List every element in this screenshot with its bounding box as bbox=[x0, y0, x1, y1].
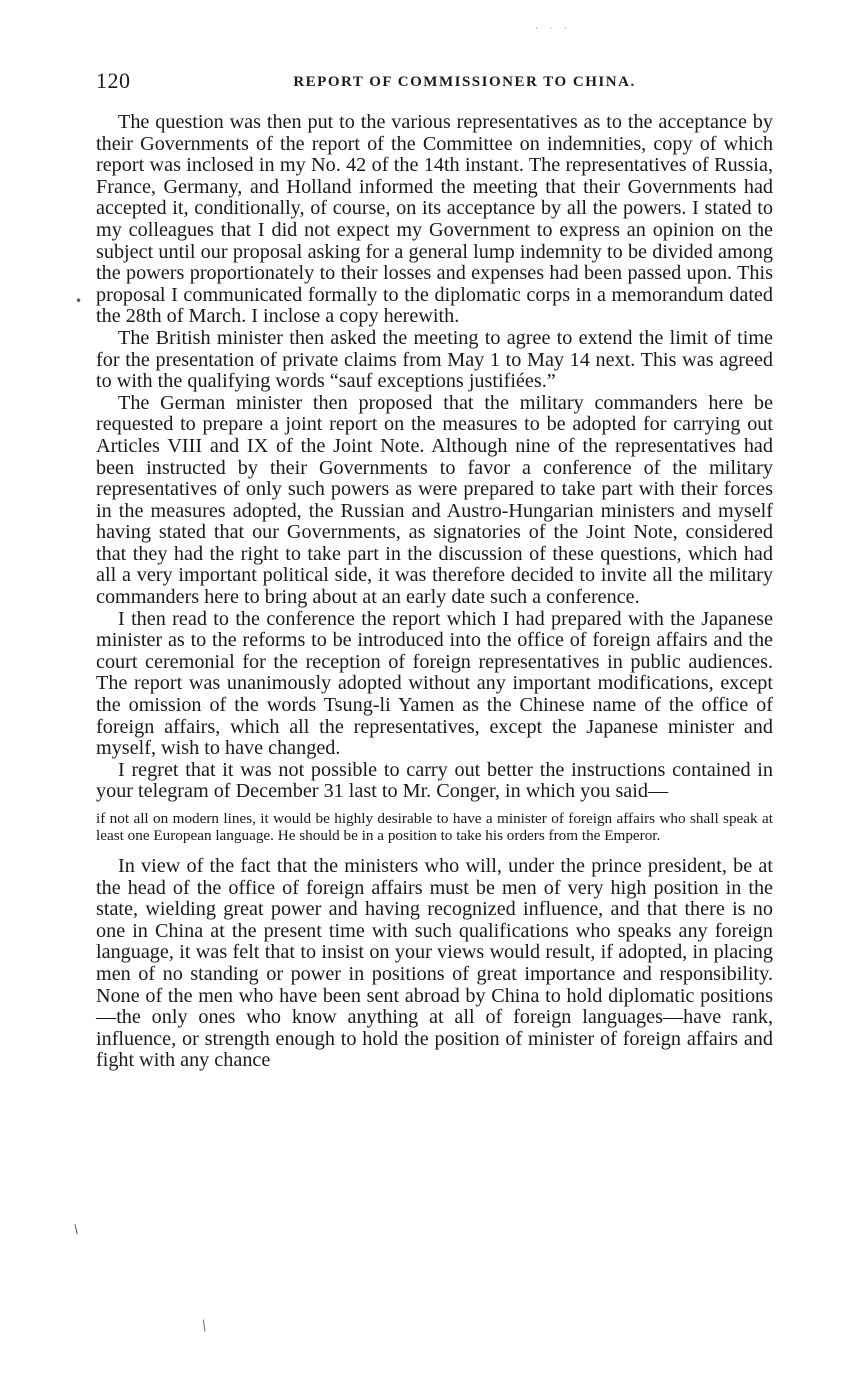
block-quotation: if not all on modern lines, it would be highly desirable to have a minister of foreign affairs who shall speak at least one European language. He should be in a position to take his orders from the Emperor. bbox=[96, 810, 773, 844]
running-title: REPORT OF COMMISSIONER TO CHINA. bbox=[293, 74, 636, 90]
scan-speck: · · · bbox=[535, 24, 571, 35]
paragraph-private-claims: The British minister then asked the meeting to agree to extend the limit of time for the presentation of private claims from May 1 to May 14 next. This was agreed to with the qualifying words “sauf exceptions justifiées.” bbox=[96, 326, 773, 393]
margin-tick-mark: ∕ bbox=[70, 1221, 82, 1237]
margin-tick-mark: • bbox=[75, 294, 83, 308]
paragraph-foreign-affairs-report: I then read to the conference the report which I had prepared with the Japanese minister as to the reforms to be introduced into the office of foreign affairs and the court ceremonial for the reception of foreign representatives in public audiences. The report was unanimously adopted without any important modifications, except the omission of the words Tsung-li Yamen as the Chinese name of the office of foreign affairs, which all the representatives, except the Japanese minister and myself, wish to have changed. bbox=[96, 607, 773, 760]
pencil-stroke-mark: ∕ bbox=[198, 1317, 210, 1335]
paragraph-closing: In view of the fact that the ministers who will, under the prince president, be at the head of the office of foreign affairs must be men of very high position in the state, wielding great power and having recognized influence, and that there is no one in China at the present time with such qualifications who speaks any foreign language, it was felt that to insist on your views would result, if adopted, in placing men of no standing or power in positions of great importance and responsibility. None of the men who have been sent abroad by China to hold diplomatic positions—the only ones who know anything at all of foreign languages—have rank, influence, or strength enough to hold the position of minister of foreign affairs and fight with any chance bbox=[96, 855, 773, 1072]
paragraph-telegram-instructions: I regret that it was not possible to carry out better the instructions contained in your telegram of December 31 last to Mr. Conger, in which you said— bbox=[96, 758, 773, 803]
document-page bbox=[96, 68, 773, 1072]
page-header bbox=[96, 68, 773, 98]
page-number: 120 bbox=[96, 68, 131, 93]
paragraph-military-commanders: The German minister then proposed that the military commanders here be requested to prepare a joint report on the measures to be adopted for carrying out Articles VIII and IX of the Joint Note. Although nine of the representatives had been instructed by their Governments to favor a conference of the military representatives of only such powers as were prepared to take part with their forces in the measures adopted, the Russian and Austro-Hungarian ministers and myself having stated that our Governments, as signatories of the Joint Note, considered that they had the right to take part in the discussion of these questions, which had all a very important political side, it was therefore decided to invite all the military commanders here to bring about at an early date such a conference. bbox=[96, 391, 773, 609]
paragraph-indemnities: The question was then put to the various representatives as to the acceptance by their Governments of the report of the Committee on indemnities, copy of which report was inclosed in my No. 42 of the 14th instant. The representatives of Russia, France, Germany, and Holland informed the meeting that their Governments had accepted it, conditionally, of course, on its acceptance by all the powers. I stated to my colleagues that I did not expect my Government to express an opinion on the subject until our proposal asking for a general lump indemnity to be divided among the powers proportionately to their losses and expenses had been passed upon. This proposal I communicated formally to the diplomatic corps in a memorandum dated the 28th of March. I inclose a copy herewith. bbox=[96, 111, 773, 328]
